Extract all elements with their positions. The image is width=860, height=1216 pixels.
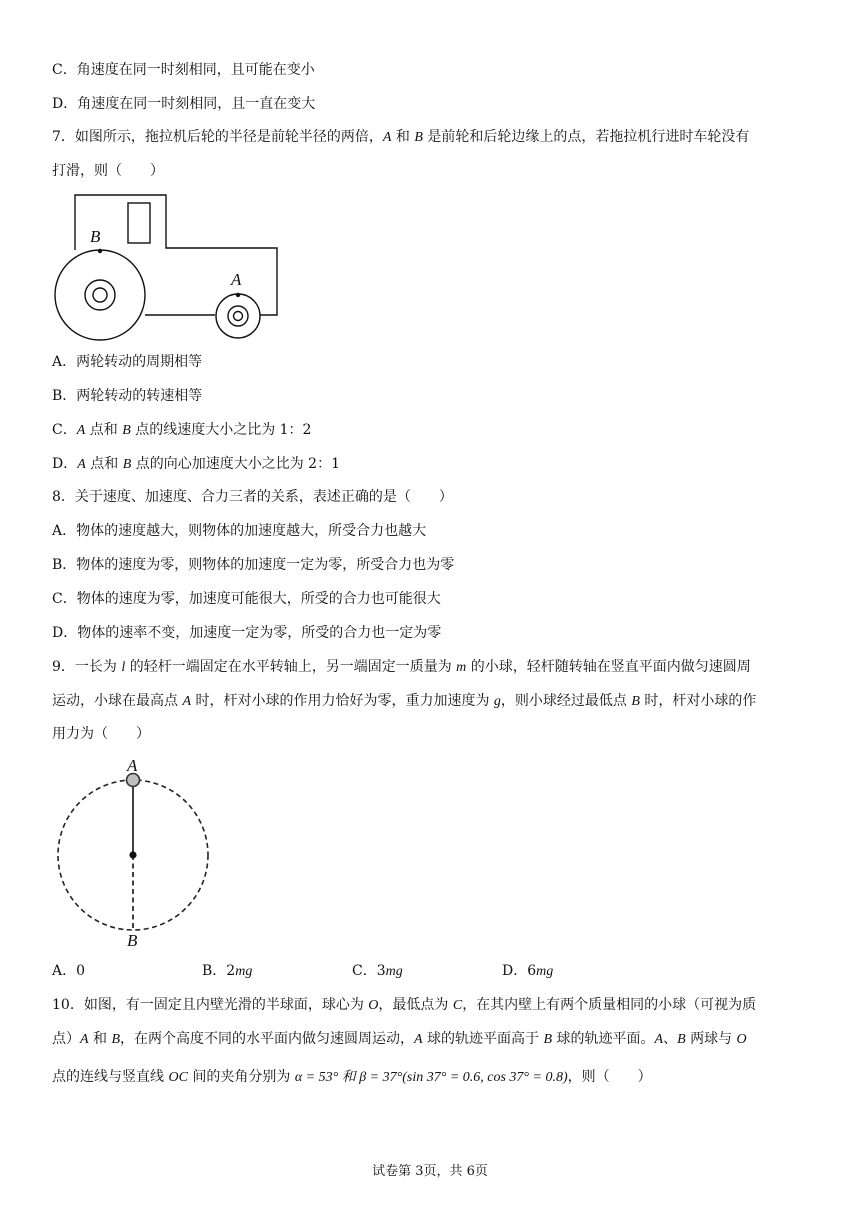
q8-option-d: D．物体的速率不变，加速度一定为零，所受的合力也一定为零	[52, 625, 442, 641]
tractor-label-a: A	[231, 270, 242, 289]
circle-label-a: A	[127, 756, 138, 775]
q8-option-c: C．物体的速度为零，加速度可能很大，所受的合力也可能很大	[52, 591, 441, 607]
q7-stem-line2: 打滑，则（ ）	[52, 163, 164, 179]
pivot-dot	[129, 851, 136, 858]
q8-stem: 8．关于速度、加速度、合力三者的关系，表述正确的是（ ）	[52, 489, 453, 505]
q7-option-a: A．两轮转动的周期相等	[52, 354, 203, 370]
circle-figure	[50, 752, 220, 952]
q10-stem-line1: 10．如图，有一固定且内壁光滑的半球面，球心为 O，最低点为 C，在其内壁上有两个质量相同的小球（可视为质	[52, 997, 757, 1013]
q9-option-b: B．2mg	[202, 963, 253, 979]
front-wheel	[216, 294, 260, 338]
ball-a	[127, 774, 140, 787]
q7-option-b: B．两轮转动的转速相等	[52, 388, 203, 404]
q9-option-a: A．0	[52, 963, 86, 979]
q7-stem-line1: 7．如图所示，拖拉机后轮的半径是前轮半径的两倍，A 和 B 是前轮和后轮边缘上的点，若拖拉机行进时车轮没有	[52, 129, 750, 145]
circle-label-b: B	[127, 931, 138, 950]
tractor-figure	[50, 188, 290, 348]
q9-stem-line2: 运动，小球在最高点 A 时，杆对小球的作用力恰好为零，重力加速度为 g，则小球经过最低点 B 时，杆对小球的作	[52, 693, 757, 709]
q9-option-d: D．6mg	[502, 963, 554, 979]
q7-option-c: C．A 点和 B 点的线速度大小之比为 1：2	[52, 422, 312, 438]
q10-stem-line3: 点的连线与竖直线 OC 间的夹角分别为 α = 53° 和 β = 37°(sin 37° = 0.6, cos 37° = 0.8)，则（ ）	[52, 1069, 652, 1085]
q7-option-d: D．A 点和 B 点的向心加速度大小之比为 2：1	[52, 456, 340, 472]
q9-option-c: C．3mg	[352, 963, 403, 979]
page-footer: 试卷第 3页，共 6页	[372, 1164, 488, 1179]
q10-stem-line2: 点）A 和 B，在两个高度不同的水平面内做匀速圆周运动，A 球的轨迹平面高于 B 球的轨迹平面。A、B 两球与 O	[52, 1031, 747, 1047]
q9-stem-line3: 用力为（ ）	[52, 726, 150, 742]
q10-formula: α = 53° 和 β = 37°(sin 37° = 0.6, cos 37° = 0.8)	[294, 1070, 568, 1085]
q9-stem-line1: 9．一长为 l 的轻杆一端固定在水平转轴上，另一端固定一质量为 m 的小球，轻杆随转轴在竖直平面内做匀速圆周	[52, 659, 751, 675]
point-a-dot	[236, 293, 240, 297]
tractor-label-b: B	[90, 227, 101, 246]
q6-option-c: C．角速度在同一时刻相同，且可能在变小	[52, 62, 315, 78]
q8-option-a: A．物体的速度越大，则物体的加速度越大，所受合力也越大	[52, 523, 427, 539]
tractor-window	[128, 203, 150, 243]
point-b-dot	[98, 249, 102, 253]
q6-option-d: D．角速度在同一时刻相同，且一直在变大	[52, 96, 316, 112]
rear-wheel	[55, 250, 145, 340]
q8-option-b: B．物体的速度为零，则物体的加速度一定为零，所受合力也为零	[52, 557, 455, 573]
